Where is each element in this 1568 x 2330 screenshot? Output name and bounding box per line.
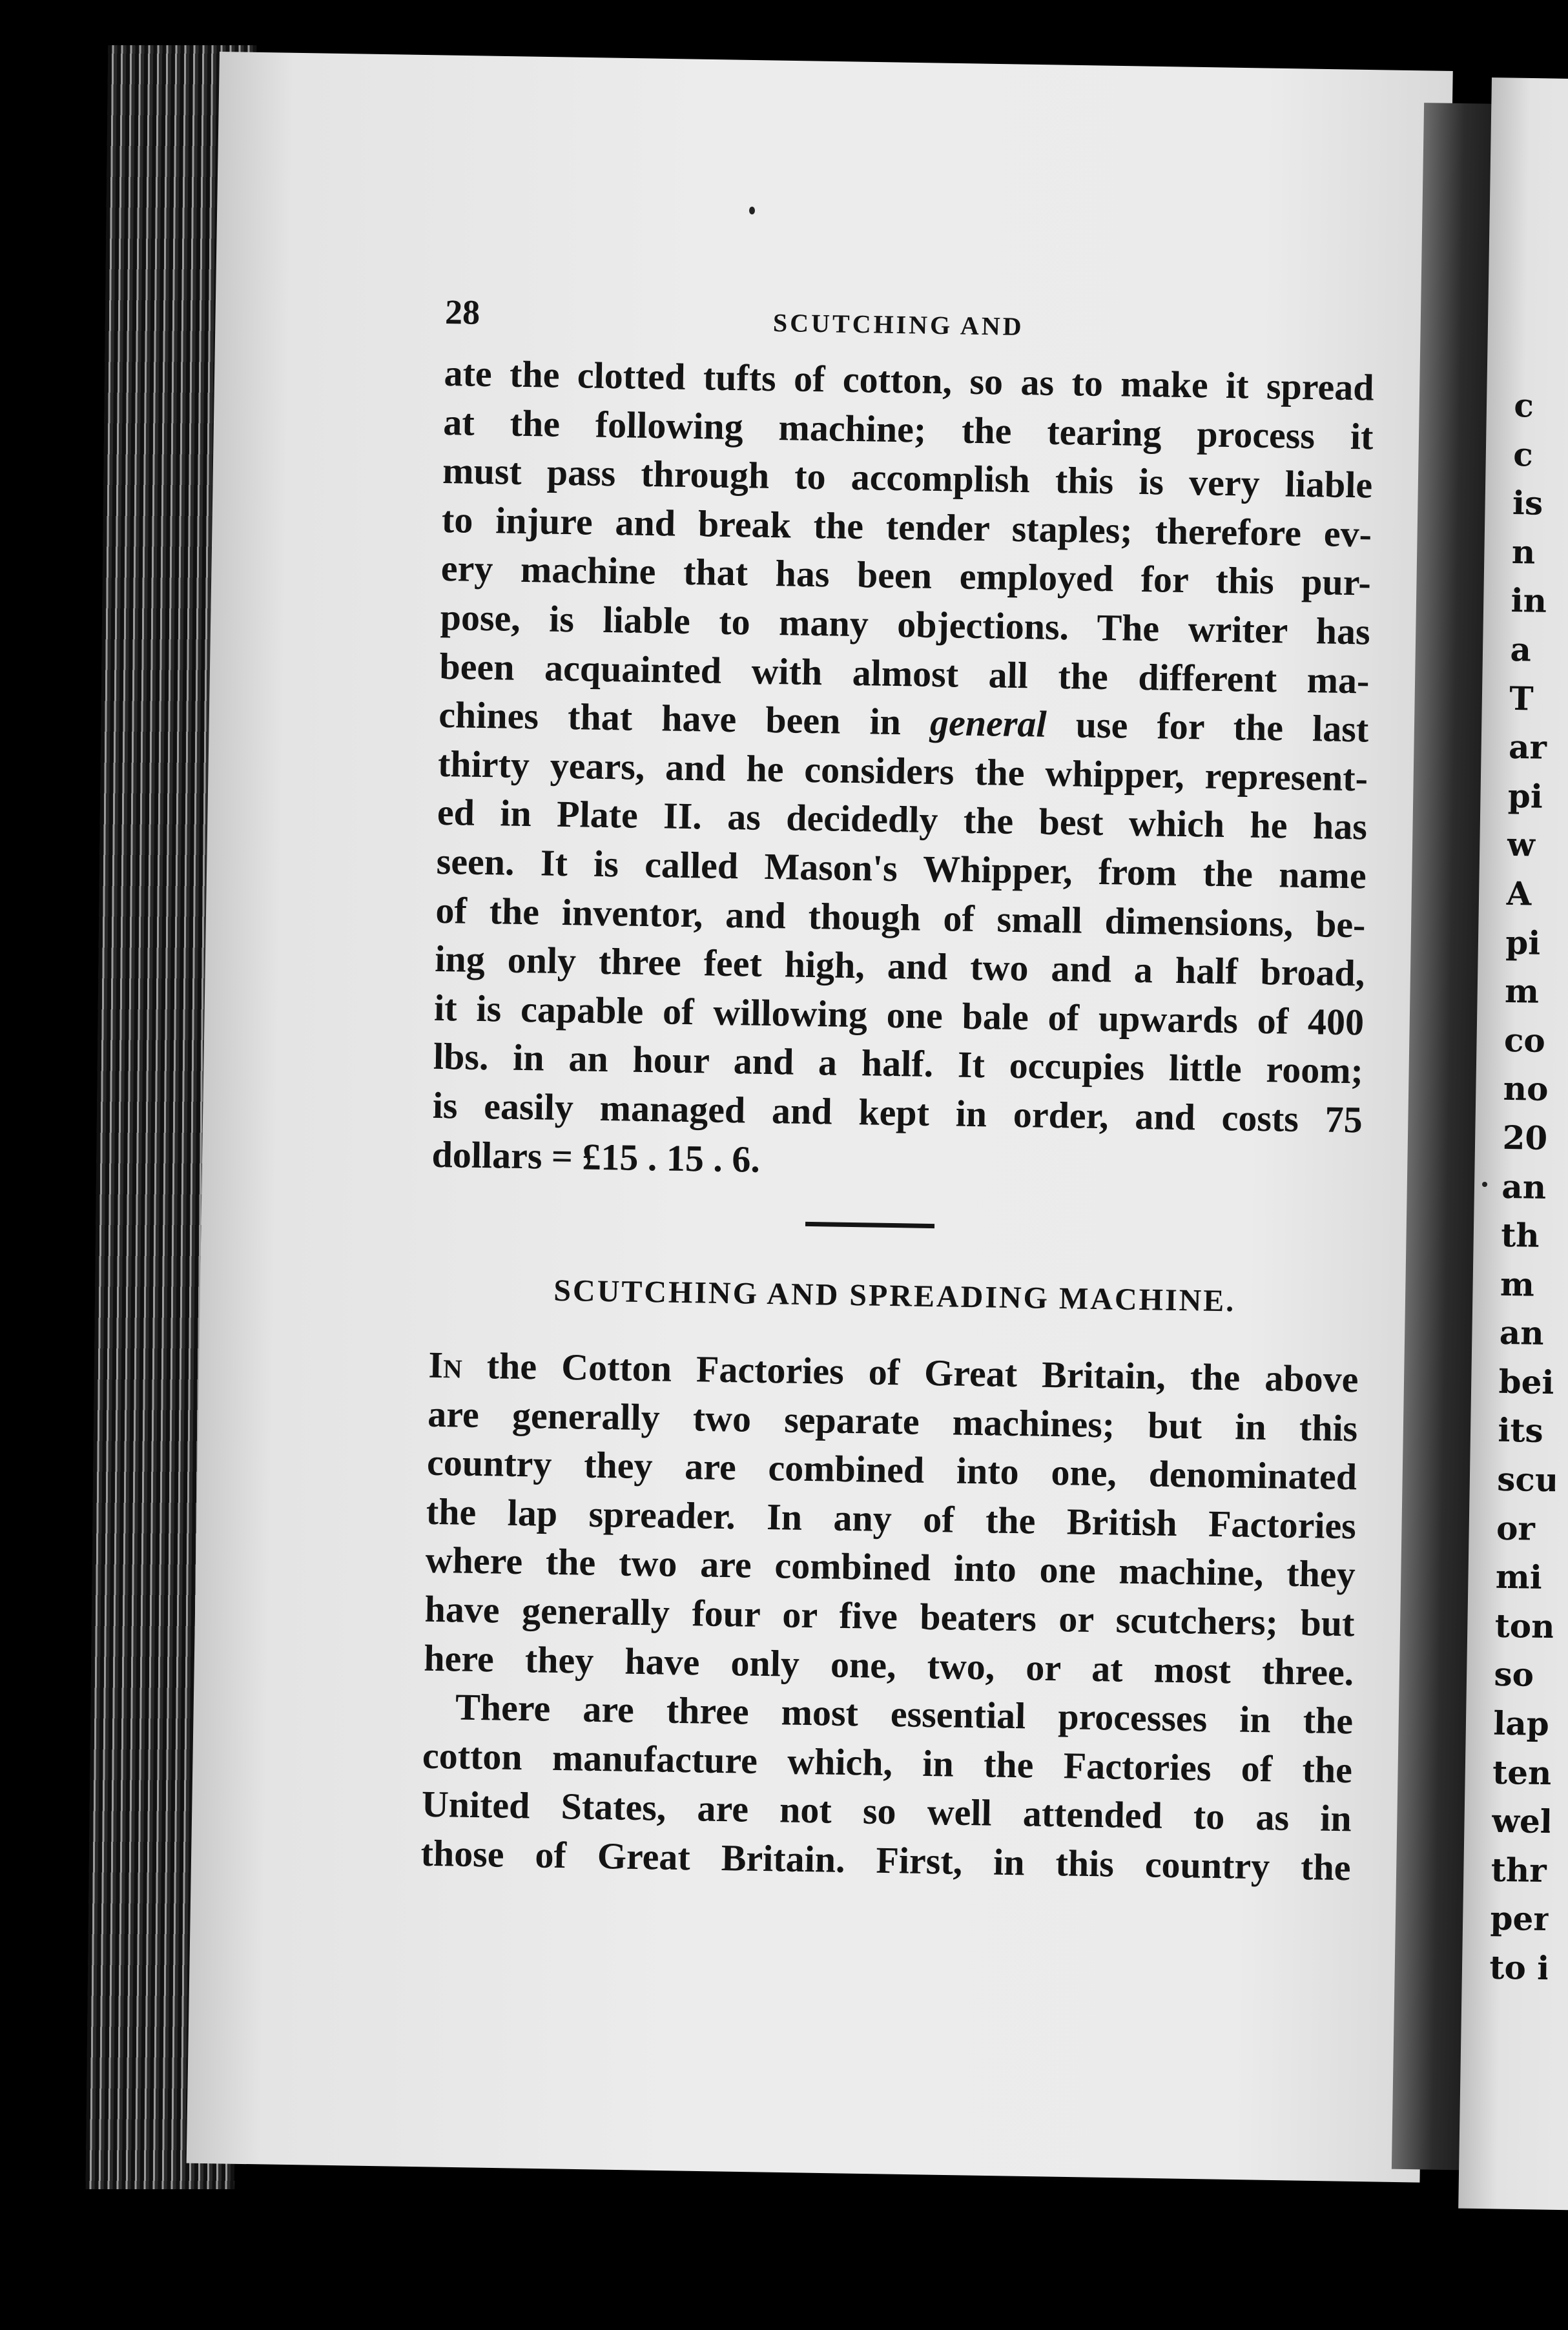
facing-line: T bbox=[1509, 679, 1534, 718]
italic-word: general bbox=[929, 701, 1047, 745]
facing-line: per bbox=[1490, 1899, 1551, 1939]
text-line: been acquainted with almost all the different ma- bbox=[439, 644, 1370, 702]
facing-line: to i bbox=[1489, 1948, 1550, 1988]
facing-line: co bbox=[1503, 1020, 1546, 1060]
facing-line: mi bbox=[1495, 1558, 1543, 1597]
facing-line: bei bbox=[1498, 1362, 1554, 1402]
text-line: are generally two separate machines; but in this bbox=[427, 1392, 1358, 1450]
facing-line: pi bbox=[1507, 776, 1543, 816]
facing-line: c bbox=[1513, 386, 1534, 425]
running-head: SCUTCHING AND bbox=[772, 307, 1024, 342]
facing-line: lap bbox=[1492, 1704, 1550, 1744]
facing-line: 20 bbox=[1502, 1118, 1548, 1157]
text-line: must pass through to accomplish this is very liable bbox=[442, 449, 1373, 506]
ink-speck bbox=[749, 207, 755, 214]
text-line: where the two are combined into one machine, they bbox=[425, 1539, 1356, 1596]
text-line: to injure and break the tender staples; therefore ev- bbox=[441, 498, 1372, 555]
facing-line: no bbox=[1503, 1069, 1549, 1109]
text-line: here they have only one, two, or at most three. bbox=[423, 1636, 1354, 1694]
facing-line: th bbox=[1500, 1215, 1540, 1255]
facing-line: m bbox=[1500, 1264, 1535, 1304]
text-line: ery machine that has been employed for this pur- bbox=[440, 547, 1372, 604]
text-line: is easily managed and kept in order, and costs 75 bbox=[432, 1084, 1363, 1141]
text-line: ate the clotted tufts of cotton, so as to make it spread bbox=[444, 351, 1375, 409]
text-line: United States, are not so well attended to as in bbox=[421, 1783, 1352, 1840]
facing-line: in bbox=[1511, 581, 1547, 621]
text-fragment: use for the last bbox=[1075, 703, 1369, 750]
text-line: lbs. in an hour and a half. It occupies little room; bbox=[433, 1035, 1364, 1092]
page-number: 28 bbox=[444, 292, 480, 332]
facing-line: or bbox=[1496, 1509, 1536, 1548]
facing-line: ton bbox=[1494, 1606, 1555, 1646]
facing-line: its bbox=[1498, 1411, 1544, 1450]
text-line: There are three most essential processes in the bbox=[455, 1686, 1354, 1742]
facing-line: scu bbox=[1496, 1459, 1559, 1500]
text-line: ed in Plate II. as decidedly the best which he has bbox=[437, 791, 1368, 848]
drop-word: In bbox=[428, 1343, 463, 1387]
facing-line: is bbox=[1512, 484, 1543, 522]
text-line: the lap spreader. In any of the British Factories bbox=[426, 1490, 1357, 1547]
paragraph bbox=[420, 1682, 1354, 1892]
facing-line: m bbox=[1504, 972, 1540, 1011]
facing-line: ten bbox=[1492, 1753, 1552, 1792]
paragraph bbox=[431, 349, 1374, 1193]
text-line: pose, is liable to many objections. The writer has bbox=[440, 595, 1371, 653]
facing-line: ar bbox=[1508, 728, 1547, 767]
text-line: have generally four or five beaters or scutchers; but bbox=[424, 1587, 1355, 1645]
facing-line: wel bbox=[1491, 1801, 1553, 1841]
section-heading: SCUTCHING AND SPREADING MACHINE. bbox=[553, 1273, 1236, 1319]
text-line: it is capable of willowing one bale of upwards of 400 bbox=[433, 986, 1365, 1044]
text-line: cotton manufacture which, in the Factories of the bbox=[422, 1734, 1353, 1791]
facing-line: w bbox=[1507, 825, 1536, 864]
paragraph bbox=[424, 1341, 1359, 1697]
facing-line: thr bbox=[1491, 1850, 1547, 1890]
section-divider bbox=[805, 1222, 934, 1228]
facing-line: so bbox=[1494, 1655, 1534, 1695]
text-line: seen. It is called Mason's Whipper, from the name bbox=[436, 840, 1367, 897]
page-text bbox=[420, 278, 1376, 1892]
text-line: country they are combined into one, denominated bbox=[426, 1441, 1357, 1498]
facing-line: pi bbox=[1505, 923, 1541, 962]
facing-line: an bbox=[1501, 1167, 1547, 1206]
text-line: dollars = £15 . 15 . 6. bbox=[431, 1133, 761, 1180]
text-fragment: chines that have been in bbox=[438, 694, 902, 743]
facing-line: A bbox=[1506, 874, 1532, 913]
text-line: thirty years, and he considers the whipper, represent- bbox=[437, 742, 1368, 799]
text-fragment: the Cotton Factories of Great Britain, the above bbox=[486, 1345, 1359, 1401]
facing-line: a bbox=[1510, 630, 1532, 669]
text-line: at the following machine; the tearing process it bbox=[442, 400, 1374, 458]
page-header bbox=[444, 278, 1376, 364]
text-line: those of Great Britain. First, in this country the bbox=[420, 1831, 1352, 1889]
facing-line: c bbox=[1512, 435, 1534, 474]
facing-line: n bbox=[1511, 532, 1536, 572]
facing-line: an bbox=[1499, 1314, 1545, 1353]
text-line: ing only three feet high, and two and a half broad, bbox=[434, 937, 1365, 995]
text-line: of the inventor, and though of small dimensions, be- bbox=[435, 889, 1366, 946]
ink-speck bbox=[1482, 1182, 1487, 1187]
